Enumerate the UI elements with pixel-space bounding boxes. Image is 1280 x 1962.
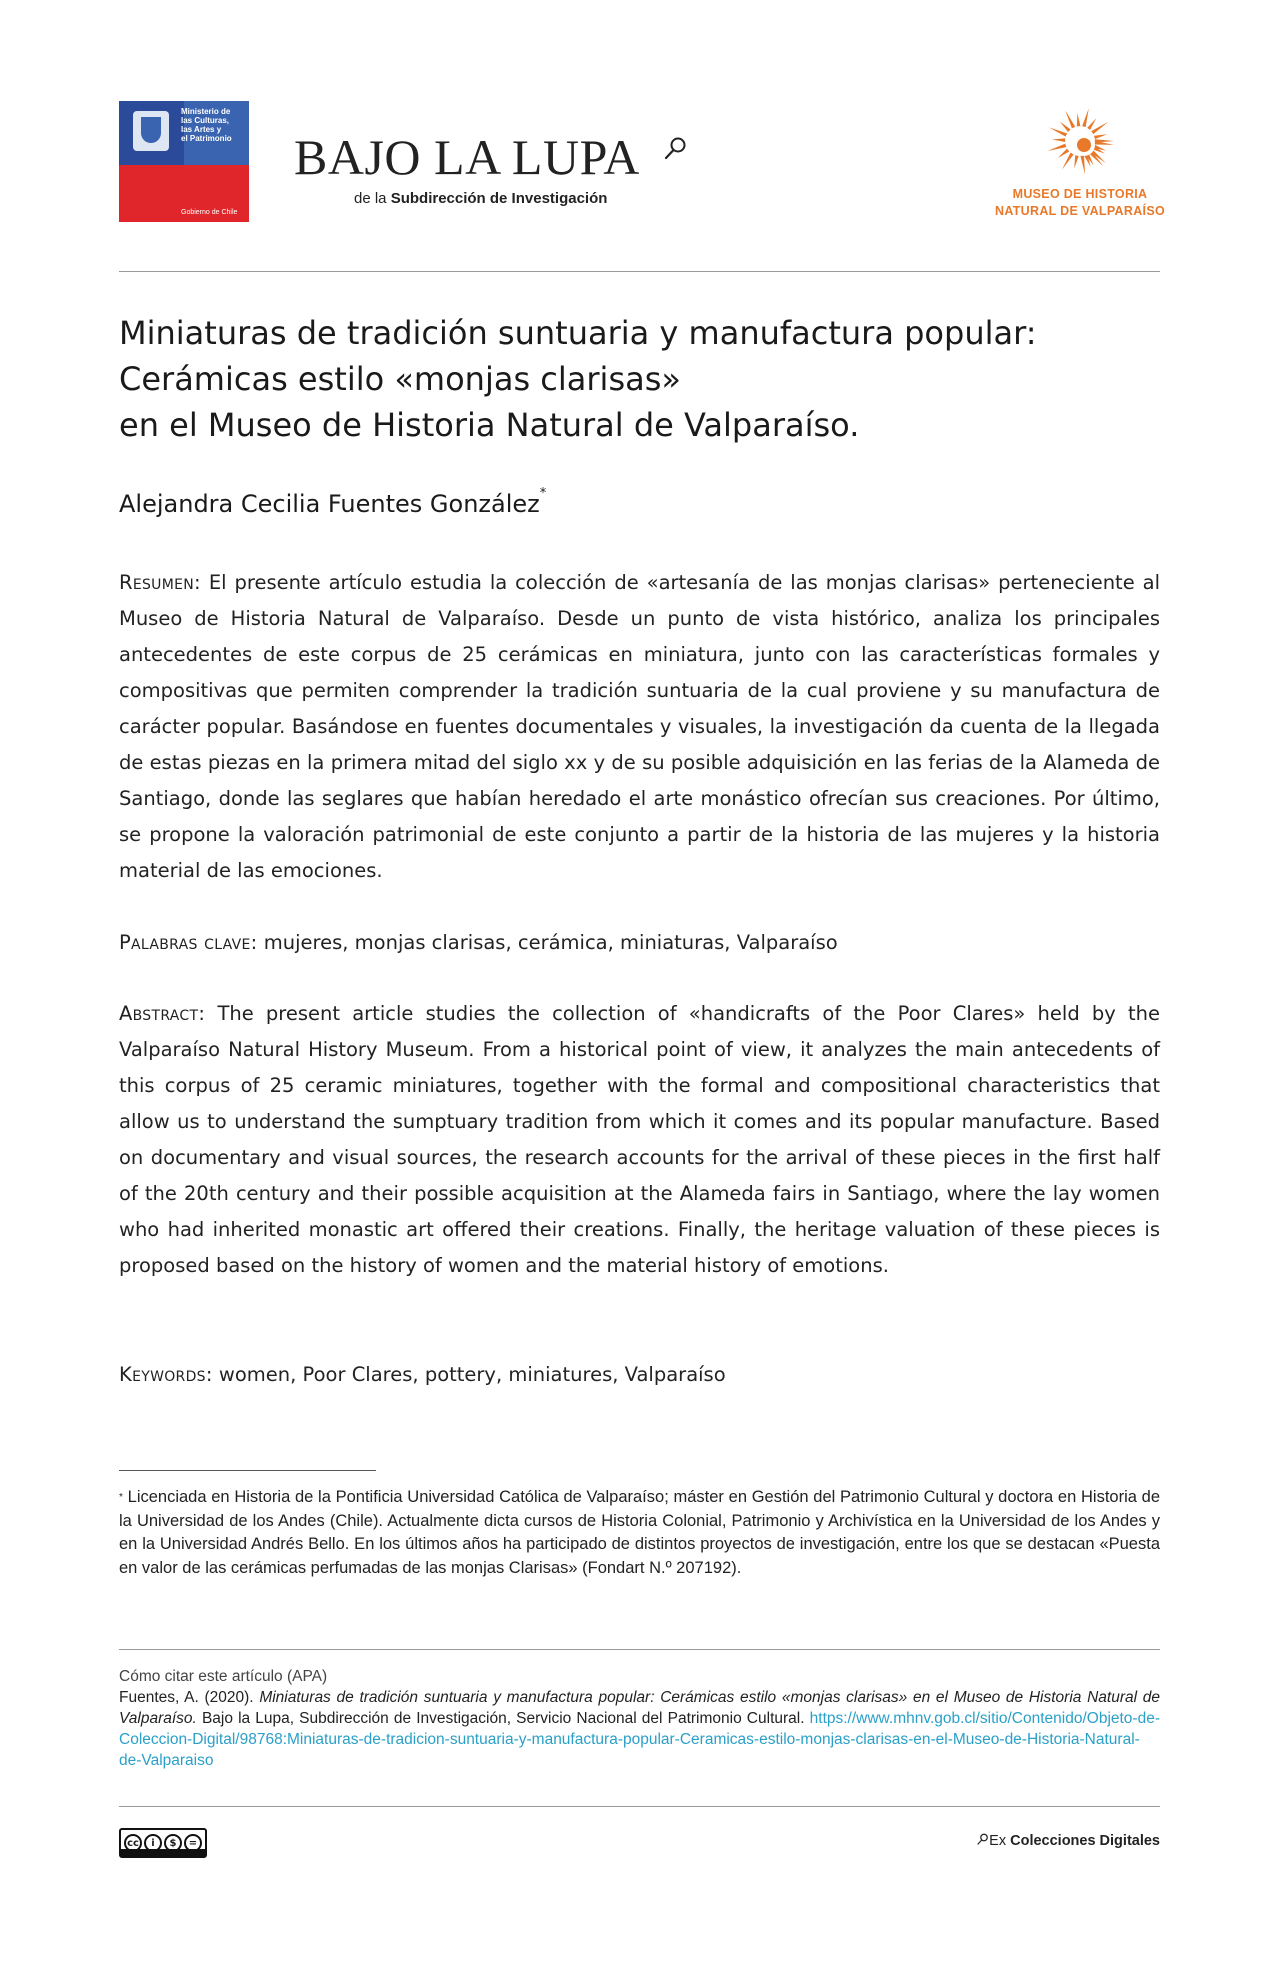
footnote-divider xyxy=(119,1470,376,1471)
header-divider xyxy=(119,271,1160,272)
footer-divider xyxy=(119,1806,1160,1807)
colecciones-digitales: Ex Colecciones Digitales xyxy=(977,1833,1160,1849)
abstract-text: The present article studies the collection of «handicrafts of the Poor Clares» held by the Valparaíso Natural History Museum. From a historical point of view, it analyzes the main antecedents of this corpus of 25 ceramic miniatures, together with the formal and compositional characteristics that allow us to understand the sumptuary tradition from which it comes and its popular manufacture. Based on documentary and visual sources, the research accounts for the arrival of these pieces in the first half of the 20th century and their possible acquisition at the Alameda fairs in Santiago, where the lay women who had inherited monastic art offered their creations. Finally, the heritage valuation of these pieces is proposed based on the history of women and the material history of emotions. xyxy=(119,1002,1161,1277)
brand-title: BAJO LA LUPA xyxy=(294,129,640,185)
article-author: Alejandra Cecilia Fuentes González* xyxy=(119,486,547,518)
nd-icon: = xyxy=(184,1834,202,1852)
museum-name-line1: MUSEO DE HISTORIA xyxy=(1012,187,1148,201)
keywords-text: women, Poor Clares, pottery, miniatures, Valparaíso xyxy=(218,1363,726,1386)
palabras-label: Palabras clave: xyxy=(119,931,258,954)
keywords xyxy=(119,1357,1160,1393)
gobierno-chile-logo xyxy=(119,101,249,222)
palabras-clave xyxy=(119,925,1160,961)
by-icon: i xyxy=(144,1834,162,1852)
abstract-paragraph xyxy=(119,996,1160,1284)
author-footnote-mark: * xyxy=(539,486,547,501)
citation-link[interactable]: https://www.mhnv.gob.cl/sitio/Contenido/Objeto-de-Coleccion-Digital/98768:Miniaturas-de-tradicion-suntuaria-y-manufactura-popular-Ceramicas-estilo-monjas-clarisas-en-el-Museo-de-Historia-Natural-de-Valparaiso xyxy=(119,1710,1160,1769)
resumen-paragraph xyxy=(119,565,1160,889)
article-title: Miniaturas de tradición suntuaria y manufactura popular: Cerámicas estilo «monjas clarisas» en el Museo de Historia Natural de Valparaíso. xyxy=(119,314,1037,444)
citation-title: Miniaturas de tradición suntuaria y manufactura popular: Cerámicas estilo «monjas clarisas» en el Museo de Historia Natural de Valparaíso. xyxy=(119,1689,1160,1727)
magnifier-icon xyxy=(977,1833,989,1846)
citation-block: Cómo citar este artículo (APA) Fuentes, A. (2020). Miniaturas de tradición suntuaria y manufactura popular: Cerámicas estilo «monjas clarisas» en el Museo de Historia Natural de Valparaíso. Bajo la Lupa, Subdirección de Investigación, Servicio Nacional del Patrimonio Cultural. https://www.mhnv.gob.cl/sitio/Contenido/Objeto-de-Coleccion-Digital/98768:Miniaturas-de-tradicion-suntuaria-y-manufactura-popular-Ceramicas-estilo-monjas-clarisas-en-el-Museo-de-Historia-Natural-de-Valparaiso xyxy=(119,1668,1160,1769)
sun-shell-icon xyxy=(1039,100,1121,182)
gov-logo-footer: Gobierno de Chile xyxy=(181,209,238,216)
museo-valparaiso-logo xyxy=(980,100,1180,220)
author-footnote: * Licenciada en Historia de la Pontificia Universidad Católica de Valparaíso; máster en Gestión del Patrimonio Cultural y doctora en Historia de la Universidad de los Andes (Chile). Actualmente dicta cursos de Historia Colonial, Patrimonio y Archivística en la Universidad de los Andes y en la Universidad Andrés Bello. En los últimos años ha participado de distintos proyectos de investigación, entre los que se destacan «Puesta en valor de las cerámicas perfumadas de las monjas Clarisas» (Fondart N.º 207192). xyxy=(119,1488,1161,1577)
palabras-text: mujeres, monjas clarisas, cerámica, miniaturas, Valparaíso xyxy=(263,931,838,954)
cc-license-badge[interactable] xyxy=(119,1828,207,1858)
citation-divider xyxy=(119,1649,1160,1650)
resumen-label: Resumen: xyxy=(119,571,201,594)
nc-icon: $ xyxy=(164,1834,182,1852)
gov-logo-text: Ministerio de las Culturas, las Artes y el Patrimonio xyxy=(181,107,232,143)
resumen-text: El presente artículo estudia la colección de «artesanía de las monjas clarisas» perteneciente al Museo de Historia Natural de Valparaíso. Desde un punto de vista histórico, analiza los principales antecedentes de este corpus de 25 cerámicas en miniatura, junto con las características formales y compositivas que permiten comprender la tradición suntuaria de la cual proviene y su manufactura de carácter popular. Basándose en fuentes documentales y visuales, la investigación da cuenta de la llegada de estas piezas en la primera mitad del siglo xx y de su posible adquisición en las ferias de la Alameda de Santiago, donde las seglares que habían heredado el arte monástico ofrecían sus creaciones. Por último, se propone la valoración patrimonial de este conjunto a partir de la historia de las mujeres y la historia material de las emociones. xyxy=(119,571,1161,882)
abstract-label: Abstract: xyxy=(119,1002,206,1025)
cc-icon: cc xyxy=(124,1834,142,1852)
magnifier-icon xyxy=(664,136,688,162)
coat-of-arms-icon xyxy=(133,111,169,151)
bajo-la-lupa-brand xyxy=(294,129,640,207)
museum-name-line2: NATURAL DE VALPARAÍSO xyxy=(995,204,1165,218)
keywords-label: Keywords: xyxy=(119,1363,213,1386)
brand-subtitle: de la Subdirección de Investigación xyxy=(354,190,608,207)
citation-label: Cómo citar este artículo (APA) xyxy=(119,1668,328,1685)
